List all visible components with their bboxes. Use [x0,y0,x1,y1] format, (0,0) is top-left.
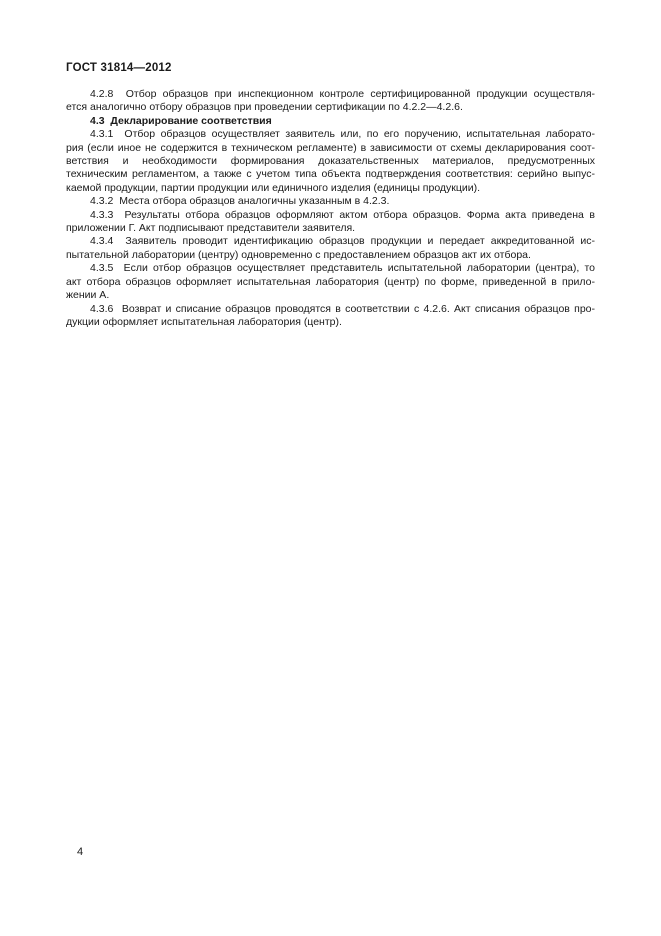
document-body [66,88,595,329]
text-line: жении А. [66,289,110,302]
section-heading-line: 4.3 Декларирование соответствия [90,114,272,127]
text-line: дукции оформляет испытательная лаборатория (центр). [66,315,342,328]
text-line: 4.2.8 Отбор образцов при инспекционном контроле сертифицированной продукции осуществля- [90,88,595,100]
text-line: ветствия и необходимости формирования доказательственных материалов, предусмотренных [66,155,595,168]
page-number: 4 [77,846,84,858]
text-line: приложении Г. Акт подписывают представители заявителя. [66,222,356,235]
text-line: техническим регламентом, а также с учетом типа объекта подтверждения соответствия: серийно выпус- [66,168,595,181]
text-line: ется аналогично отбору образцов при проведении сертификации по 4.2.2—4.2.6. [66,101,463,114]
text-line: 4.3.5 Если отбор образцов осуществляет представитель испытательной лаборатории (центра), то [90,262,595,275]
text-line: 4.3.3 Результаты отбора образцов оформляют актом отбора образцов. Форма акта приведена в [90,208,595,221]
text-line: 4.3.1 Отбор образцов осуществляет заявитель или, по его поручению, испытательная лаборато- [90,128,595,141]
text-line: 4.3.4 Заявитель проводит идентификацию образцов продукции и передает аккредитованной ис- [90,235,595,248]
document-header: ГОСТ 31814—2012 [66,62,172,74]
text-line: акт отбора образцов оформляет испытательная лаборатория (центр) по форме, приведенной в прило- [66,275,595,288]
text-line: 4.3.6 Возврат и списание образцов проводятся в соответствии с 4.2.6. Акт списания образцов про- [90,302,595,315]
text-line: каемой продукции, партии продукции или единичного изделия (единицы продукции). [66,181,481,194]
text-line: пытательной лаборатории (центру) одновременно с предоставлением образцов акт их отбора. [66,248,531,261]
text-line: 4.3.2 Места отбора образцов аналогичны указанным в 4.2.3. [90,195,390,208]
text-line: рия (если иное не содержится в техническом регламенте) в зависимости от схемы декларирования соот- [66,141,595,154]
